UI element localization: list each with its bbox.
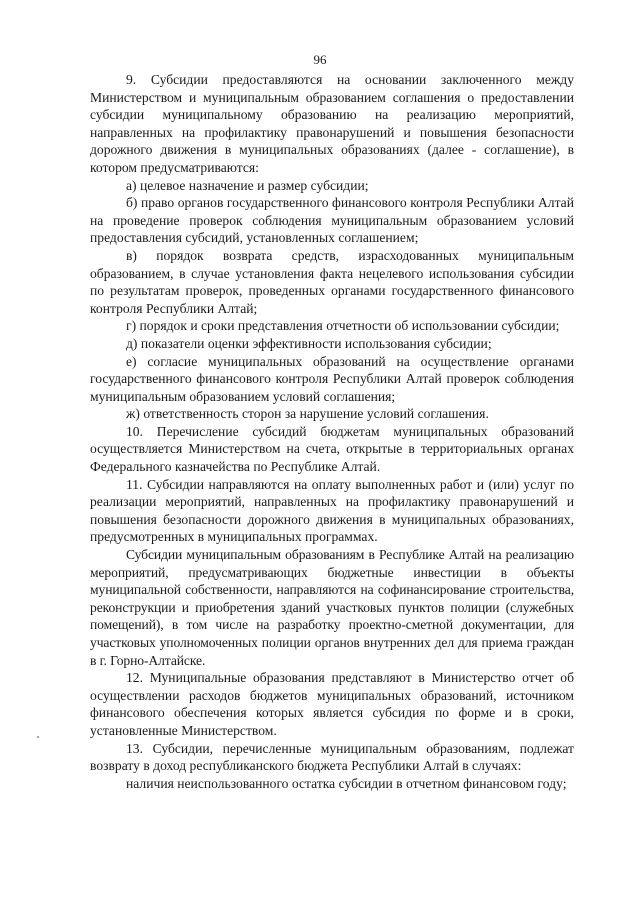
paragraph-9g: г) порядок и сроки представления отчетности об использовании субсидии;: [126, 318, 560, 334]
page-number: 96: [313, 52, 327, 67]
paragraph-9e: е) согласие муниципальных образований на осуществление органами государственного финансового контроля Республики Алтай проверок соблюдения муниципальным образованием условий соглашения;: [90, 353, 574, 404]
paragraph-9b: б) право органов государственного финансового контроля Республики Алтай на проведение проверок соблюдения муниципальным образованием условий предоставления субсидий, установленных соглашением;: [90, 195, 574, 246]
paragraph-9v: в) порядок возврата средств, израсходованных муниципальным образованием, в случае установления факта нецелевого использования субсидии по результатам проверок, проведенных органами государственного финансового контроля Республики Алтай;: [90, 247, 574, 316]
paragraph-9: 9. Субсидии предоставляются на основании заключенного между Министерством и муниципальным образованием соглашения о предоставлении субсидии муниципальному образованию на реализацию мероприятий, направленных на профилактику правонарушений и повышения безопасности дорожного движения в муниципальных образованиях (далее - соглашение), в котором предусматриваются:: [90, 72, 574, 175]
document-body: [90, 71, 574, 792]
paragraph-13-case-1: наличия неиспользованного остатка субсидии в отчетном финансовом году;: [126, 775, 567, 791]
paragraph-12: 12. Муниципальные образования представляют в Министерство отчет об осуществлении расходов бюджетов муниципальных образований, источником финансового обеспечения которых является субсидия по форме и в сроки, установленные Министерством.: [90, 670, 574, 738]
scan-speck: [37, 736, 39, 738]
paragraph-9d: д) показатели оценки эффективности использования субсидии;: [126, 335, 492, 351]
paragraph-11: 11. Субсидии направляются на оплату выполненных работ и (или) услуг по реализации мероприятий, направленных на профилактику правонарушений и повышения безопасности дорожного движения в муниципальных образованиях, предусмотренных в муниципальных программах.: [90, 476, 574, 545]
paragraph-9zh: ж) ответственность сторон за нарушение условий соглашения.: [126, 406, 489, 422]
paragraph-9a: а) целевое назначение и размер субсидии;: [126, 177, 369, 193]
paragraph-11-investments: Субсидии муниципальным образованиям в Республике Алтай на реализацию мероприятий, предусматривающих бюджетные инвестиции в объекты муниципальной собственности, направляются на софинансирование строительства, реконструкции и приобретения зданий участковых пунктов полиции (служебных помещений), в том числе на разработку проектно-сметной документации, для участковых уполномоченных полиции органов внутренних дел для приема граждан в г. Горно-Алтайске.: [90, 547, 574, 668]
paragraph-13: 13. Субсидии, перечисленные муниципальным образованиям, подлежат возврату в доход республиканского бюджета Республики Алтай в случаях:: [90, 740, 574, 774]
paragraph-10: 10. Перечисление субсидий бюджетам муниципальных образований осуществляется Министерством на счета, открытые в территориальных органах Федерального казначейства по Республике Алтай.: [90, 423, 574, 475]
